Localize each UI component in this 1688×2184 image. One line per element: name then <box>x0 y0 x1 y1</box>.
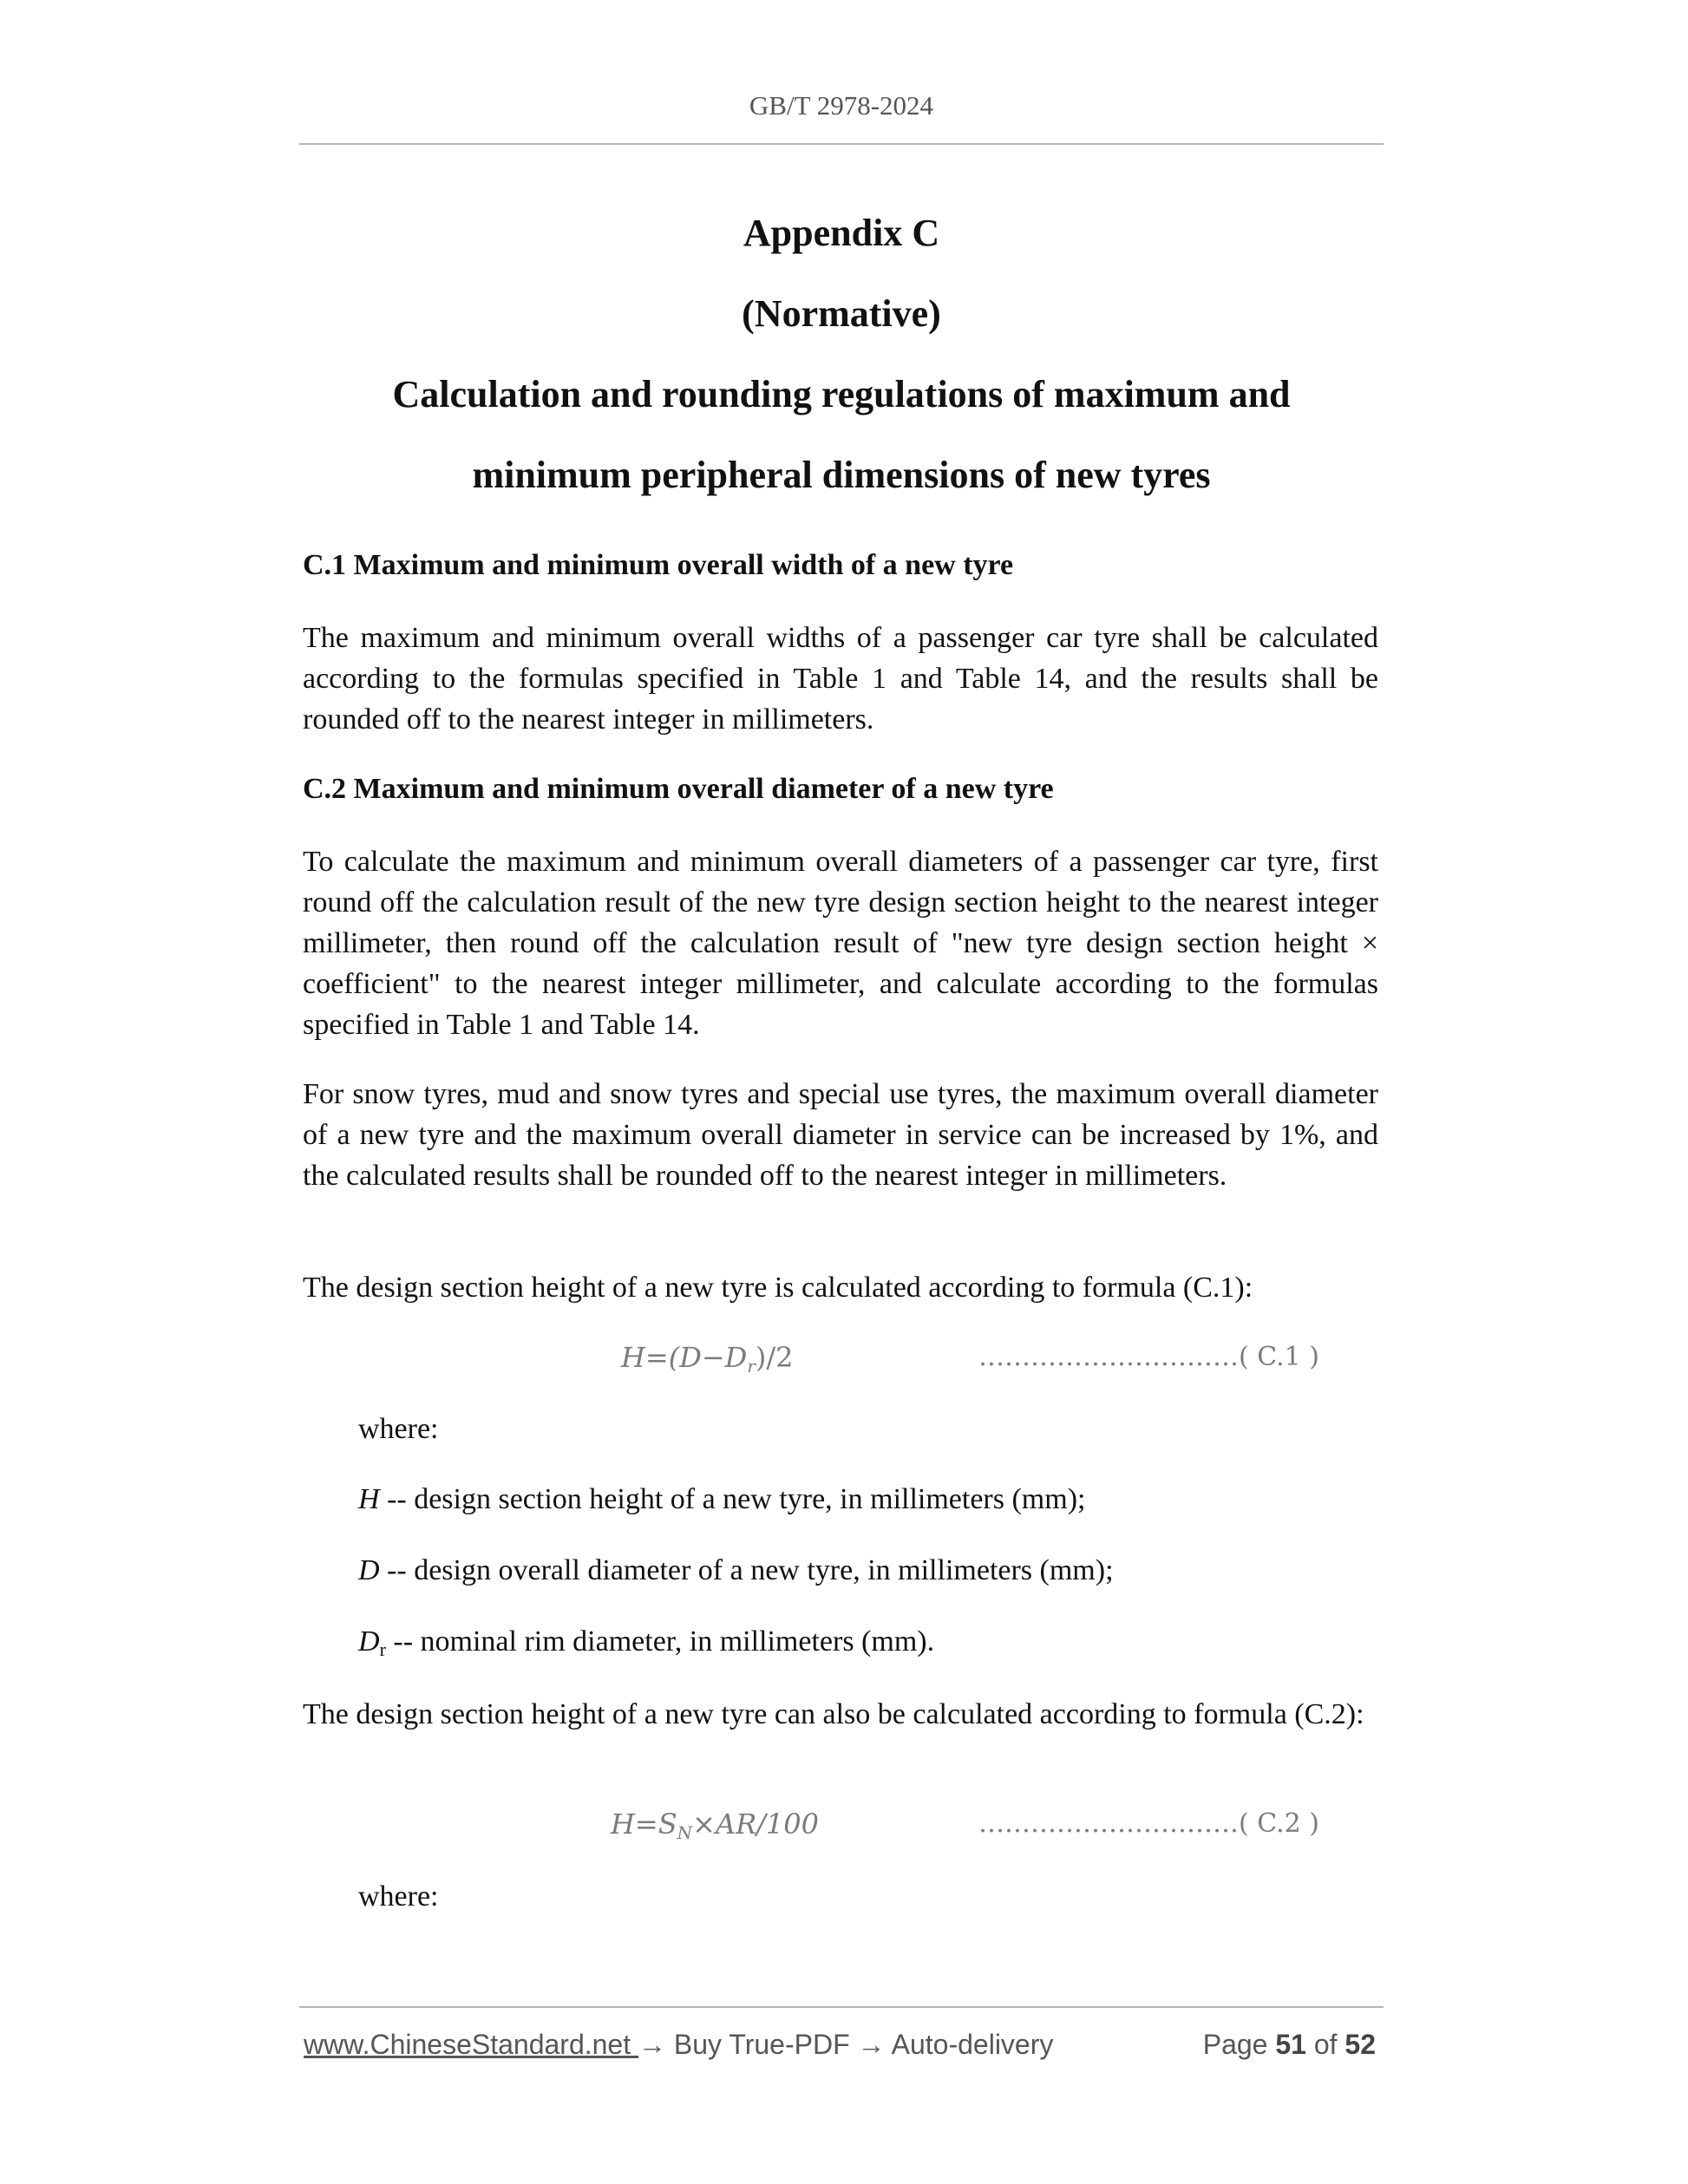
arrow-right-icon: → <box>857 2029 886 2060</box>
paragraph-c2-1: To calculate the maximum and minimum overall diameters of a passenger car tyre, first round off the calculation result of the new tyre design section height to the nearest integer millimeter, then round off the calculation result of "new tyre design section height × coefficient" to the nearest integer millimeter, and calculate according to the formulas specified in Table 1 and Table 14. <box>303 846 1378 1041</box>
formula-c2-lhs: H=S <box>611 1808 677 1841</box>
definition-h <box>358 1481 1373 1519</box>
formula-c1-number: ( C.1 ) <box>1239 1342 1319 1372</box>
definition-dr <box>358 1623 1373 1669</box>
formula-c2-number: ( C.2 ) <box>1239 1808 1319 1839</box>
formula-c2-number-line <box>978 1805 1319 1843</box>
page-label: Page <box>1202 2029 1276 2060</box>
definition-d-symbol: D <box>358 1554 380 1586</box>
footer-buy-text: Buy True-PDF <box>666 2029 858 2060</box>
total-page-number: 52 <box>1345 2029 1376 2060</box>
paragraph-c2-2: For snow tyres, mud and snow tyres and special use tyres, the maximum overall diameter of a new tyre and the maximum overall diameter in service can be increased by 1%, and the calculated results shall be rounded off to the nearest integer in millimeters. <box>303 1078 1378 1192</box>
document-id-header: GB/T 2978-2024 <box>749 90 934 121</box>
definition-d-text: -- design overall diameter of a new tyre, in millimeters (mm); <box>379 1554 1114 1586</box>
chinesestandard-link[interactable]: www.ChineseStandard.net <box>304 2029 638 2060</box>
footer-rule <box>299 2006 1384 2008</box>
where-label-2: where: <box>358 1880 439 1913</box>
where-label-1: where: <box>358 1413 439 1445</box>
section-heading-c2: C.2 Maximum and minimum overall diameter of a new tyre <box>303 773 1054 805</box>
definition-dr-subscript: r <box>379 1638 386 1660</box>
of-label: of <box>1305 2029 1345 2060</box>
page-number <box>1203 2025 1376 2063</box>
appendix-title: Appendix C <box>743 212 940 254</box>
formula-c1-lhs: H=(D−D <box>621 1341 748 1374</box>
definition-dr-symbol: D <box>358 1625 380 1658</box>
formula-c2 <box>611 1805 819 1852</box>
appendix-heading-line1: Calculation and rounding regulations of maximum and <box>392 373 1291 415</box>
definition-h-symbol: H <box>358 1483 380 1515</box>
current-page-number: 51 <box>1275 2029 1306 2060</box>
page-footer <box>304 2025 1379 2063</box>
definition-h-text: -- design section height of a new tyre, in millimeters (mm); <box>379 1483 1086 1515</box>
formula-c1-leader: ………………………… <box>978 1342 1239 1372</box>
footer-promo <box>304 2025 1053 2063</box>
formula-c2-rhs: ×AR/100 <box>692 1808 820 1841</box>
formula-c1 <box>621 1338 794 1385</box>
paragraph-c2-3: The design section height of a new tyre is calculated according to formula (C.1): <box>303 1272 1253 1304</box>
formula-c1-rhs: )/2 <box>755 1341 794 1374</box>
normative-label: (Normative) <box>742 292 941 335</box>
definition-dr-text: -- nominal rim diameter, in millimeters (mm). <box>385 1625 935 1658</box>
definition-d <box>358 1552 1373 1590</box>
section-heading-c1: C.1 Maximum and minimum overall width of a new tyre <box>303 549 1014 581</box>
formula-c2-leader: ………………………… <box>978 1808 1239 1839</box>
footer-delivery-text: Auto-delivery <box>885 2029 1054 2060</box>
paragraph-c1-1: The maximum and minimum overall widths of a passenger car tyre shall be calculated according to the formulas specified in Table 1 and Table 14, and the results shall be rounded off to the nearest integer in millimeters. <box>303 622 1378 736</box>
appendix-heading-line2: minimum peripheral dimensions of new tyres <box>472 454 1211 496</box>
header-rule <box>299 143 1384 145</box>
formula-c2-subscript: N <box>677 1822 693 1843</box>
paragraph-c2-4: The design section height of a new tyre can also be calculated according to formula (C.2): <box>303 1698 1364 1730</box>
formula-c1-subscript: r <box>747 1356 756 1376</box>
formula-c1-number-line <box>978 1338 1319 1376</box>
arrow-right-icon: → <box>638 2029 666 2060</box>
